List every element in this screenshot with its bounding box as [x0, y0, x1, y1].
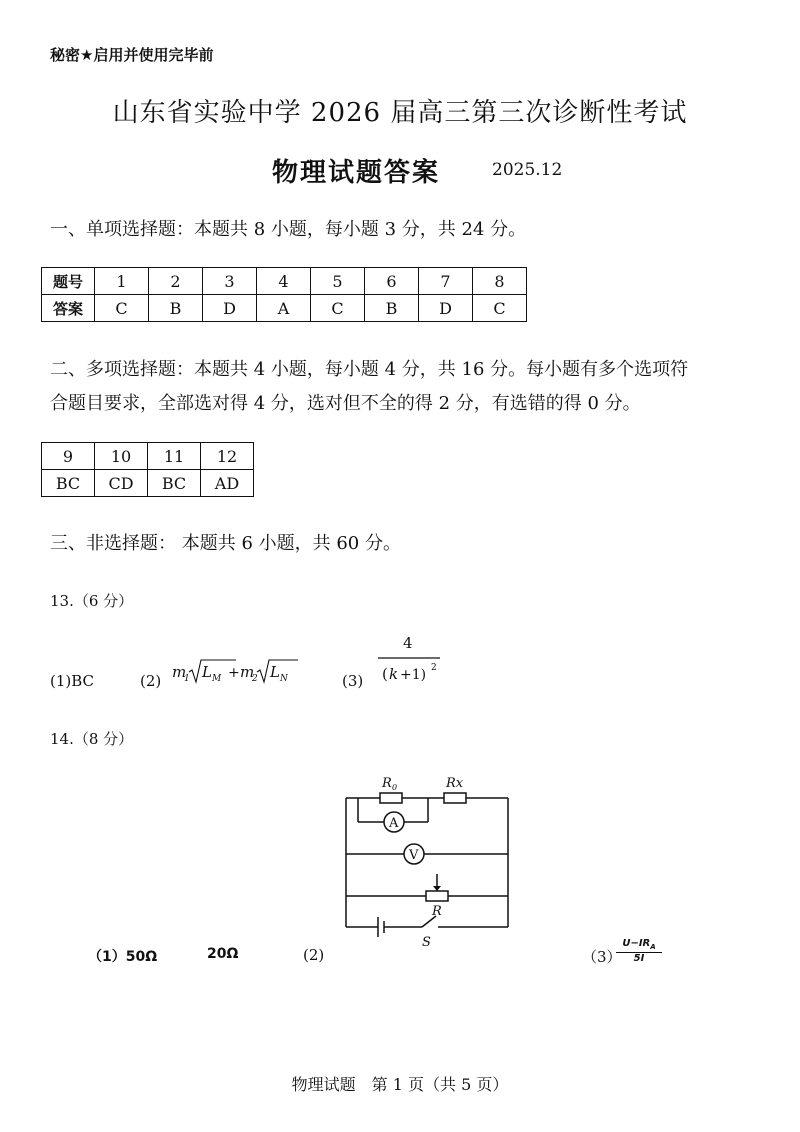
svg-text:2: 2	[252, 674, 258, 684]
answer-cell: D	[419, 295, 473, 322]
exam-title: 山东省实验中学 2026 届高三第三次诊断性考试	[112, 98, 688, 128]
svg-text:(: (	[382, 665, 388, 683]
answer-cell: AD	[201, 470, 254, 497]
q14-circuit-diagram	[338, 770, 518, 950]
resistor-r0-icon	[380, 793, 402, 803]
q13-part2-label: (2)	[140, 672, 162, 690]
q14-part3-numerator: U−IR	[622, 938, 651, 949]
question-number: 6	[365, 268, 419, 295]
table-row	[42, 470, 254, 497]
resistor-rx-icon	[444, 793, 466, 803]
svg-text:+: +	[228, 665, 240, 681]
section3-heading: 三、非选择题： 本题共 6 小题，共 60 分。	[50, 533, 401, 554]
table-row	[42, 268, 527, 295]
question-number: 1	[95, 268, 149, 295]
exam-date: 2025.12	[492, 160, 563, 180]
section2-answer-table	[41, 442, 254, 497]
answer-cell: CD	[95, 470, 148, 497]
answer-cell: C	[473, 295, 527, 322]
row-label-number: 题号	[42, 268, 95, 295]
question-number: 2	[149, 268, 203, 295]
table-row	[42, 443, 254, 470]
svg-text:m: m	[240, 663, 255, 681]
q13-part3-numerator: 4	[403, 634, 413, 652]
section1-answer-table	[41, 267, 527, 322]
svg-text:L: L	[270, 663, 280, 681]
svg-text:+1): +1)	[400, 667, 427, 683]
rheostat-icon	[426, 891, 448, 901]
question-number: 7	[419, 268, 473, 295]
svg-text:m: m	[172, 663, 187, 681]
switch-label: S	[422, 935, 431, 950]
question-number: 9	[42, 443, 95, 470]
answer-cell: BC	[148, 470, 201, 497]
q14-part3-denominator: 5I	[633, 953, 645, 964]
q14-part1-value2: 20Ω	[207, 946, 239, 962]
answer-cell: B	[149, 295, 203, 322]
answer-cell: B	[365, 295, 419, 322]
row-label-answer: 答案	[42, 295, 95, 322]
svg-text:2: 2	[431, 663, 437, 673]
q14-part3-subscript: A	[650, 943, 656, 951]
q13-part1: (1)BC	[50, 672, 95, 690]
answer-cell: BC	[42, 470, 95, 497]
question-number: 11	[148, 443, 201, 470]
page-footer: 物理试题 第 1 页（共 5 页）	[291, 1075, 509, 1094]
q14-part1: （1）50Ω	[88, 949, 158, 965]
r0-sub: 0	[392, 783, 398, 792]
question-number: 8	[473, 268, 527, 295]
ammeter-label: A	[389, 816, 399, 831]
answer-cell: A	[257, 295, 311, 322]
q14-part2-label: (2)	[303, 946, 325, 964]
svg-text:N: N	[280, 674, 288, 684]
question-number: 4	[257, 268, 311, 295]
q13-part3-label: (3)	[342, 672, 364, 690]
rheostat-label: R	[432, 904, 442, 919]
voltmeter-label: V	[409, 848, 419, 863]
q13-part2-formula	[168, 652, 308, 692]
svg-text:1: 1	[184, 674, 190, 684]
table-row	[42, 295, 527, 322]
section2-heading-line2: 合题目要求，全部选对得 4 分，选对但不全的得 2 分，有选错的得 0 分。	[50, 393, 641, 414]
q14-part3-label: （3）	[582, 948, 622, 966]
question-number: 5	[311, 268, 365, 295]
answer-key-title: 物理试题答案	[272, 158, 441, 188]
svg-text:M: M	[212, 674, 222, 684]
question-number: 3	[203, 268, 257, 295]
question-number: 10	[95, 443, 148, 470]
question-number: 12	[201, 443, 254, 470]
section1-heading: 一、单项选择题：本题共 8 小题，每小题 3 分，共 24 分。	[50, 219, 527, 240]
q14-part3-formula	[616, 938, 662, 964]
section2-heading-line1: 二、多项选择题：本题共 4 小题，每小题 4 分，共 16 分。每小题有多个选项符	[50, 359, 689, 380]
answer-cell: C	[311, 295, 365, 322]
rx-label: Rx	[446, 776, 464, 791]
answer-cell: D	[203, 295, 257, 322]
svg-text:L: L	[202, 663, 212, 681]
confidential-notice: 秘密★启用并使用完毕前	[50, 46, 214, 64]
r0-label: R	[382, 776, 392, 791]
q14-label: 14.（8 分）	[50, 730, 134, 748]
q13-part3-formula	[374, 652, 448, 692]
answer-cell: C	[95, 295, 149, 322]
q13-label: 13.（6 分）	[50, 592, 134, 610]
svg-text:k: k	[389, 665, 399, 683]
